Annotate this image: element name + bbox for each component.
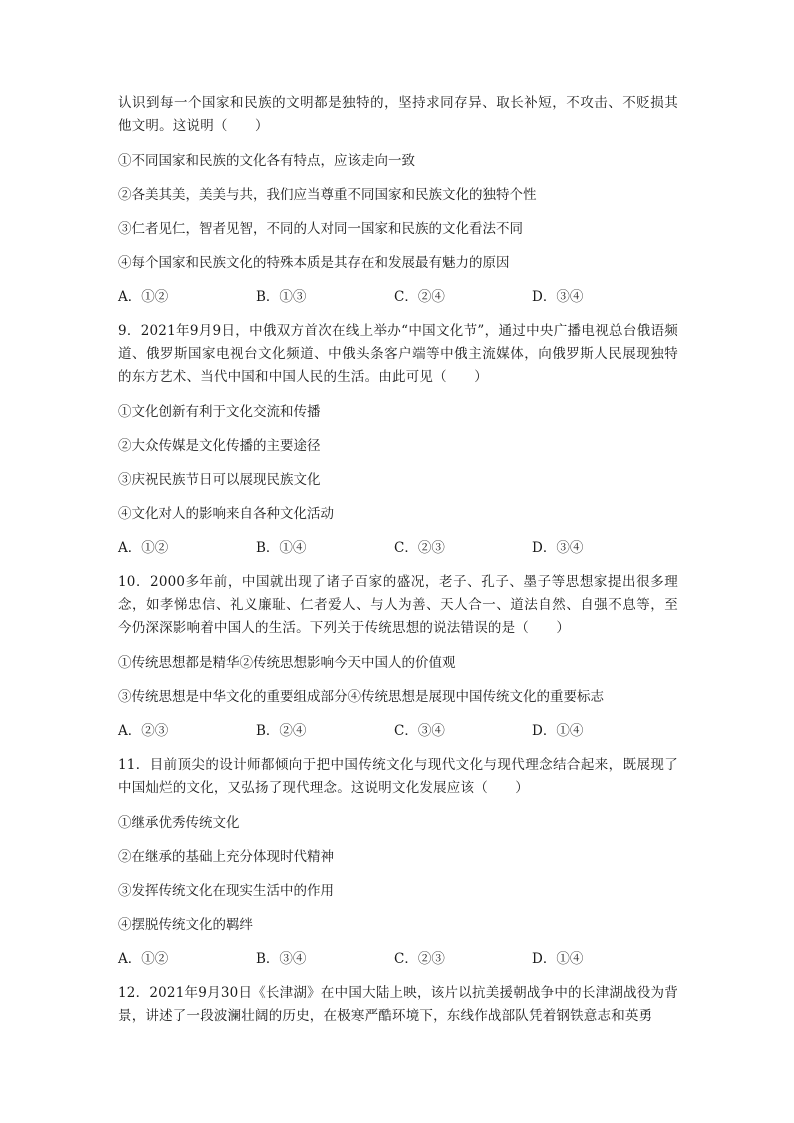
- question-stem: 10．2000多年前，中国就出现了诸子百家的盛况，老子、孔子、墨子等思想家提出很多理念，如孝悌忠信、礼义廉耻、仁者爱人、与人为善、天人合一、道法自然、自强不息等，至今仍深深影响着中国人的生活。下列关于传统思想的说法错误的是（ ）: [118, 574, 678, 636]
- question-stem: 9．2021年9月9日，中俄双方首次在线上举办“中国文化节”，通过中央广播电视总台俄语频道、俄罗斯国家电视台文化频道、中俄头条客户端等中俄主流媒体，向俄罗斯人民展现独特的东方艺术、当代中国和中国人民的生活。由此可见（ ）: [118, 323, 678, 385]
- statement-2: ②在继承的基础上充分体现时代精神: [118, 849, 334, 865]
- statement-1: ①文化创新有利于文化交流和传播: [118, 404, 321, 420]
- option-b: B．③④: [256, 951, 307, 967]
- answer-options: [118, 286, 678, 309]
- question-9: [118, 320, 678, 560]
- option-a: A．①②: [118, 951, 169, 967]
- option-a: A．②③: [118, 723, 169, 739]
- option-a: A．①②: [118, 540, 169, 556]
- statement-3: ③发挥传统文化在现实生活中的作用: [118, 883, 334, 899]
- statement-4: ④每个国家和民族文化的特殊本质是其存在和发展最有魅力的原因: [118, 255, 510, 271]
- statement-3: ③庆祝民族节日可以展现民族文化: [118, 472, 321, 488]
- option-c: C．③④: [394, 723, 445, 739]
- statement-4: ④摆脱传统文化的羁绊: [118, 917, 253, 933]
- option-c: C．②③: [394, 540, 445, 556]
- answer-options: [118, 948, 678, 971]
- option-b: B．①③: [256, 289, 307, 305]
- question-11: [118, 754, 678, 971]
- question-12: [118, 982, 678, 1028]
- document-page: [118, 92, 678, 1040]
- statement-2: ②各美其美，美美与共，我们应当尊重不同国家和民族文化的独特个性: [118, 187, 537, 203]
- statement-3: ③仁者见仁，智者见智，不同的人对同一国家和民族的文化看法不同: [118, 221, 523, 237]
- question-stem: 认识到每一个国家和民族的文明都是独特的，坚持求同存异、取长补短，不攻击、不贬损其他文明。这说明（ ）: [118, 95, 678, 134]
- question-10: [118, 571, 678, 743]
- option-b: B．②④: [256, 723, 307, 739]
- answer-options: [118, 720, 678, 743]
- option-c: C．②③: [394, 951, 445, 967]
- statement-2: ②大众传媒是文化传播的主要途径: [118, 438, 321, 454]
- answer-options: [118, 537, 678, 560]
- question-stem: 12．2021年9月30日《长津湖》在中国大陆上映，该片以抗美援朝战争中的长津湖战役为背景，讲述了一段波澜壮阔的历史，在极寒严酷环境下，东线作战部队凭着钢铁意志和英勇: [118, 985, 678, 1024]
- statement-4: ④文化对人的影响来自各种文化活动: [118, 506, 334, 522]
- statement-1: ①继承优秀传统文化: [118, 815, 240, 831]
- question-stem: 11．目前顶尖的设计师都倾向于把中国传统文化与现代文化与现代理念结合起来，既展现了中国灿烂的文化，又弘扬了现代理念。这说明文化发展应该（ ）: [118, 757, 678, 796]
- option-c: C．②④: [394, 289, 445, 305]
- question-8: [118, 92, 678, 309]
- option-d: D．①④: [532, 951, 584, 967]
- option-d: D．①④: [532, 723, 584, 739]
- option-b: B．①④: [256, 540, 307, 556]
- statement-3-4: ③传统思想是中华文化的重要组成部分④传统思想是展现中国传统文化的重要标志: [118, 689, 604, 705]
- option-d: D．③④: [532, 289, 584, 305]
- option-a: A．①②: [118, 289, 169, 305]
- option-d: D．③④: [532, 540, 584, 556]
- statement-1: ①不同国家和民族的文化各有特点，应该走向一致: [118, 153, 415, 169]
- statement-1-2: ①传统思想都是精华②传统思想影响今天中国人的价值观: [118, 655, 456, 671]
